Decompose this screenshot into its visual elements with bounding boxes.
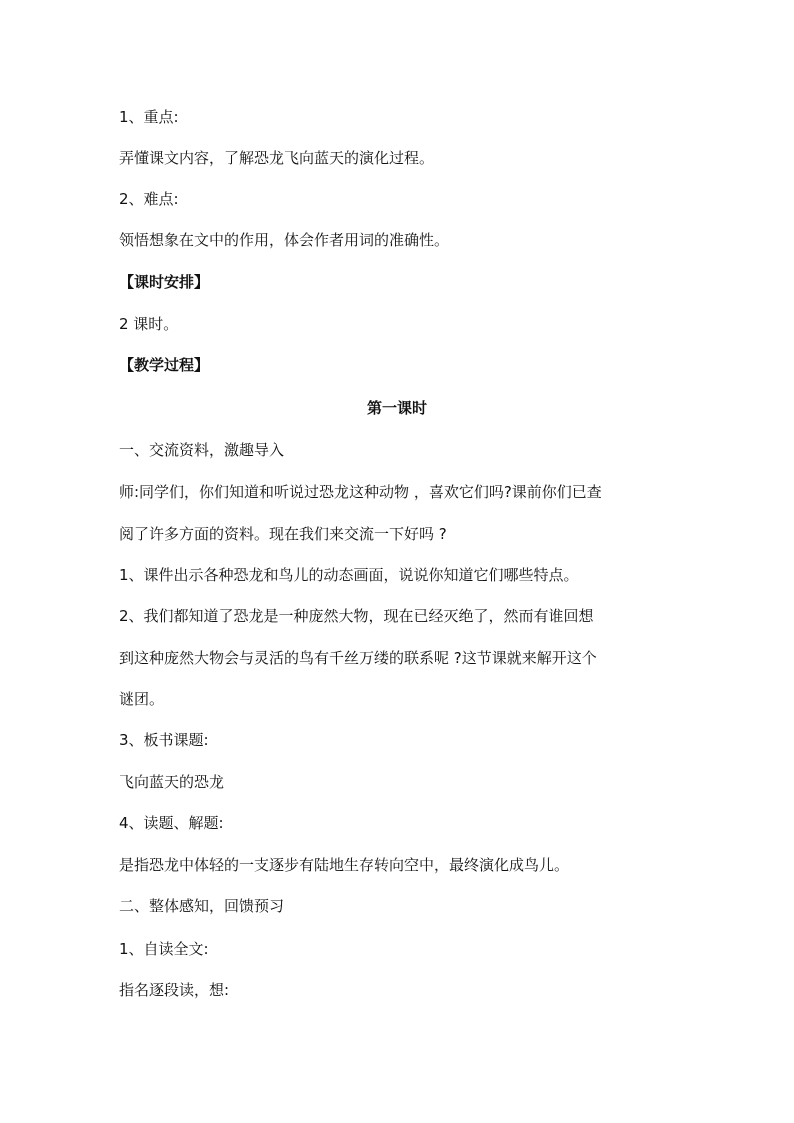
paragraph-line: 指名逐段读，想: [119,981,230,999]
process-heading: 【教学过程】 [119,356,210,374]
point-heading: 1、重点: [119,108,179,126]
section-two-heading: 二、整体感知，回馈预习 [119,897,285,915]
point-text: 弄懂课文内容，了解恐龙飞向蓝天的演化过程。 [119,149,435,167]
list-item: 2、我们都知道了恐龙是一种庞然大物，现在已经灭绝了，然而有谁回想 [119,607,594,625]
paragraph-line: 阅了许多方面的资料。现在我们来交流一下好吗 ? [119,525,447,543]
list-item: 1、自读全文: [119,940,209,958]
section-one-heading: 一、交流资料，激趣导入 [119,441,285,459]
list-item: 3、板书课题: [119,731,209,749]
board-title: 飞向蓝天的恐龙 [119,773,225,791]
paragraph-line: 师:同学们，你们知道和听说过恐龙这种动物 ，喜欢它们吗?课前你们已查 [119,483,602,501]
schedule-heading: 【课时安排】 [119,273,210,291]
difficulty-heading: 2、难点: [119,190,179,208]
schedule-text: 2 课时。 [119,315,179,333]
paragraph-line: 谜团。 [119,690,165,708]
lesson-title: 第一课时 [366,399,427,417]
list-item: 1、课件出示各种恐龙和鸟儿的动态画面，说说你知道它们哪些特点。 [119,566,579,584]
paragraph-line: 到这种庞然大物会与灵活的鸟有千丝万缕的联系呢 ?这节课就来解开这个 [119,649,597,667]
difficulty-text: 领悟想象在文中的作用，体会作者用词的准确性。 [119,231,450,249]
paragraph-line: 是指恐龙中体轻的一支逐步有陆地生存转向空中，最终演化成鸟儿。 [119,856,570,874]
list-item: 4、读题、解题: [119,814,224,832]
